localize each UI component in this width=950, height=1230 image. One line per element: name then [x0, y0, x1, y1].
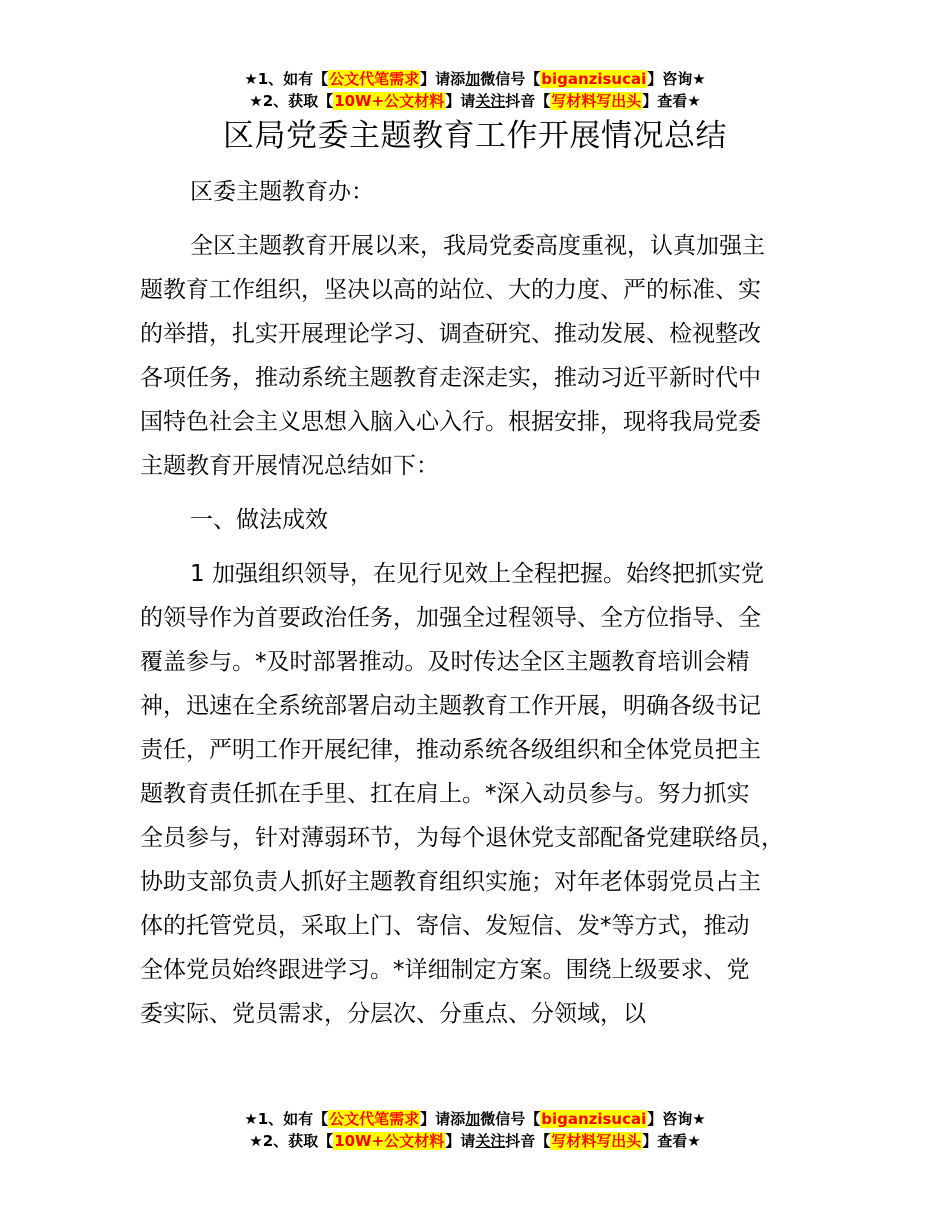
- banner-line-1: [0, 1108, 950, 1130]
- banner-text: 微信号【: [480, 1110, 541, 1128]
- paragraph-line: 国特色社会主义思想入脑入心入行。根据安排，现将我局党委: [140, 409, 761, 435]
- section-heading-text: 一、做法成效: [190, 507, 328, 533]
- paragraph-line: 体的托管党员，采取上门、寄信、发短信、发*等方式，推动: [140, 913, 750, 939]
- paragraph-line: 覆盖参与。*及时部署推动。及时传达全区主题教育培训会精: [140, 649, 750, 675]
- banner-text: 微信号【: [480, 70, 541, 88]
- salutation: [140, 170, 820, 214]
- footer-banner: [0, 1108, 950, 1152]
- paragraph-line: 委实际、党员需求，分层次、分重点、分领域，以: [140, 1001, 646, 1027]
- banner-text: 】请添: [420, 1110, 466, 1128]
- banner-text: 】查看★: [642, 1132, 701, 1150]
- paragraph-line: 协助支部负责人抓好主题教育组织实施；对年老体弱党员占主: [140, 869, 761, 895]
- banner-text: ★1、如有【: [244, 70, 329, 88]
- banner-text: 加: [465, 1110, 481, 1128]
- banner-text: 抖音【: [505, 92, 551, 110]
- section-heading: [140, 498, 820, 542]
- banner-text: ★2、获取【: [249, 1132, 334, 1150]
- highlight-service: 公文代笔需求: [329, 1110, 420, 1128]
- banner-line-2: [0, 90, 950, 112]
- highlight-service: 公文代笔需求: [329, 70, 420, 88]
- banner-line-1: [0, 68, 950, 90]
- paragraph-line: 全员参与，针对薄弱环节，为每个退休党支部配备党建联络员，: [140, 825, 784, 851]
- intro-paragraph: [140, 224, 820, 488]
- paragraph-line: 题教育工作组织，坚决以高的站位、大的力度、严的标准、实: [140, 277, 761, 303]
- section1-paragraph: [140, 552, 820, 1036]
- banner-text: 加: [465, 70, 481, 88]
- paragraph-line: 的举措，扎实开展理论学习、调查研究、推动发展、检视整改: [140, 321, 761, 347]
- banner-text: 】请添: [420, 70, 466, 88]
- banner-text: 】请: [445, 1132, 476, 1150]
- paragraph-line: 的领导作为首要政治任务，加强全过程领导、全方位指导、全: [140, 605, 761, 631]
- paragraph-line: 责任，严明工作开展纪律，推动系统各级组织和全体党员把主: [140, 737, 761, 763]
- banner-text: 关注: [475, 92, 506, 110]
- highlight-wechat-id: biganzisucai: [541, 1110, 647, 1128]
- highlight-wechat-id: biganzisucai: [541, 70, 647, 88]
- banner-text: 】咨询★: [647, 70, 706, 88]
- highlight-douyin: 写材料写出头: [551, 92, 642, 110]
- document-title: 区局党委主题教育工作开展情况总结: [223, 118, 727, 154]
- paragraph-line: 神，迅速在全系统部署启动主题教育工作开展，明确各级书记: [140, 693, 761, 719]
- banner-text: ★2、获取【: [249, 92, 334, 110]
- highlight-douyin: 写材料写出头: [551, 1132, 642, 1150]
- banner-text: 抖音【: [505, 1132, 551, 1150]
- paragraph-line: 全体党员始终跟进学习。*详细制定方案。围绕上级要求、党: [140, 957, 750, 983]
- banner-line-2: [0, 1130, 950, 1152]
- highlight-materials: 10W+公文材料: [334, 1132, 445, 1150]
- document-body: [140, 170, 820, 1046]
- header-banner: [0, 68, 950, 112]
- paragraph-line: 主题教育开展情况总结如下：: [140, 453, 439, 479]
- paragraph-line: 1 加强组织领导，在见行见效上全程把握。始终把抓实党: [190, 561, 764, 587]
- paragraph-line: 全区主题教育开展以来，我局党委高度重视，认真加强主: [190, 233, 765, 259]
- banner-text: 】请: [445, 92, 476, 110]
- banner-text: 】咨询★: [647, 1110, 706, 1128]
- paragraph-line: 题教育责任抓在手里、扛在肩上。*深入动员参与。努力抓实: [140, 781, 750, 807]
- banner-text: 】查看★: [642, 92, 701, 110]
- paragraph-line: 各项任务，推动系统主题教育走深走实，推动习近平新时代中: [140, 365, 761, 391]
- salutation-text: 区委主题教育办：: [190, 179, 374, 205]
- banner-text: 关注: [475, 1132, 506, 1150]
- banner-text: ★1、如有【: [244, 1110, 329, 1128]
- highlight-materials: 10W+公文材料: [334, 92, 445, 110]
